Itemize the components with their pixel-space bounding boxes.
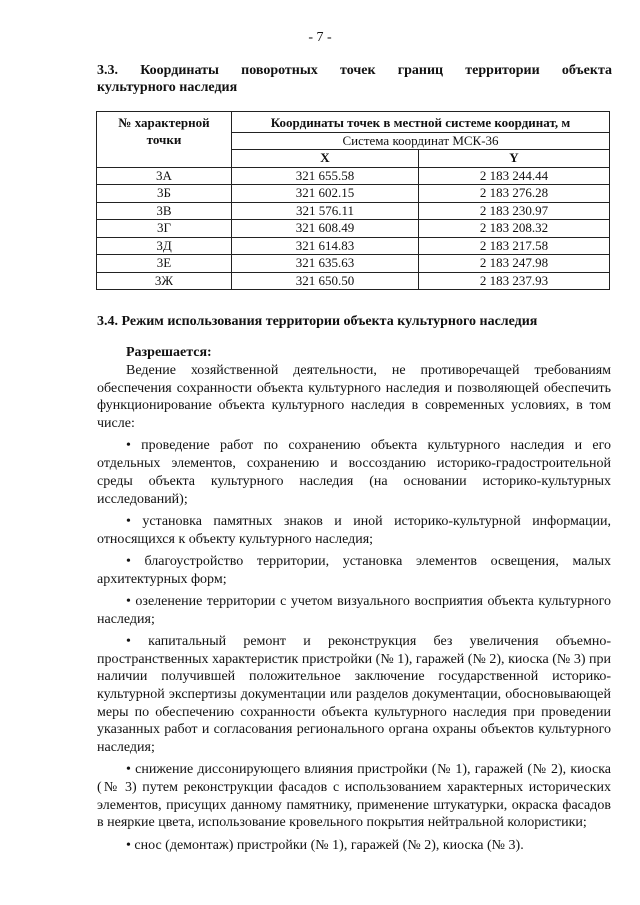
y-cell: 2 183 237.93 <box>419 272 610 290</box>
x-cell: 321 608.49 <box>232 220 419 238</box>
table-row <box>97 272 610 290</box>
coordinates-header: Координаты точек в местной системе координат, м <box>232 112 610 133</box>
y-cell: 2 183 230.97 <box>419 202 610 220</box>
x-column-header: X <box>232 150 419 168</box>
y-cell: 2 183 217.58 <box>419 237 610 255</box>
allowed-label: Разрешается: <box>126 345 212 360</box>
x-cell: 321 650.50 <box>232 272 419 290</box>
allowed-intro-paragraph: Ведение хозяйственной деятельности, не противоречащей требованиям обеспечения сохранности объекта культурного наследия и позволяющей обеспечить функционирование объекта культурного наследия в современных условиях, в том числе: <box>97 363 611 432</box>
table-row <box>97 185 610 203</box>
point-cell: 3Ж <box>97 272 232 290</box>
section-3-3-heading-continued: культурного наследия <box>97 80 238 95</box>
point-number-header <box>97 112 232 168</box>
list-item: • проведение работ по сохранению объекта культурного наследия и его отдельных элементов, сохранению и воссозданию историко-градостроительной среды объекта культурного наследия (на основании историко-культурных исследований); <box>97 438 611 507</box>
table-header-row <box>97 112 610 133</box>
table-row <box>97 220 610 238</box>
x-cell: 321 614.83 <box>232 237 419 255</box>
allowed-activities <box>97 362 611 854</box>
point-number-header-line2: точки <box>146 131 182 147</box>
y-column-header: Y <box>419 150 610 168</box>
section-3-4-heading: 3.4. Режим использования территории объекта культурного наследия <box>97 314 538 329</box>
list-item: • капитальный ремонт и реконструкция без увеличения объемно-пространственных характеристик пристройки (№ 1), гаражей (№ 2), киоска (№ 3) при наличии получившей положительное заключение государственной историко-культурной экспертизы документации или разделов документации, обосновывающей меры по обеспечению сохранности объекта культурного наследия при проведении указанных работ и согласования регионального органа охраны объектов культурного наследия; <box>97 633 611 756</box>
point-cell: 3Д <box>97 237 232 255</box>
list-item: • установка памятных знаков и иной историко-культурной информации, относящихся к объекту культурного наследия; <box>97 513 611 547</box>
table-row <box>97 202 610 220</box>
table-row <box>97 237 610 255</box>
point-cell: 3В <box>97 202 232 220</box>
table-row <box>97 255 610 273</box>
point-cell: 3А <box>97 167 232 185</box>
list-item: • снижение диссонирующего влияния пристройки (№ 1), гаражей (№ 2), киоска (№ 3) путем реконструкции фасадов с использованием характерных исторических элементов, присущих данному памятнику, применение штукатурки, окраска фасадов в неяркие цвета, использование кровельного покрытия нейтральной колористики; <box>97 762 611 831</box>
y-cell: 2 183 244.44 <box>419 167 610 185</box>
x-cell: 321 602.15 <box>232 185 419 203</box>
point-cell: 3Б <box>97 185 232 203</box>
point-number-header-line1: № характерной <box>118 115 210 130</box>
point-cell: 3Е <box>97 255 232 273</box>
y-cell: 2 183 208.32 <box>419 220 610 238</box>
list-item: • озеленение территории с учетом визуального восприятия объекта культурного наследия; <box>97 593 611 627</box>
x-cell: 321 635.63 <box>232 255 419 273</box>
list-item: • снос (демонтаж) пристройки (№ 1), гаражей (№ 2), киоска (№ 3). <box>126 837 524 853</box>
coordinate-system-label: Система координат МСК-36 <box>232 132 610 150</box>
coordinates-table <box>96 111 610 290</box>
y-cell: 2 183 276.28 <box>419 185 610 203</box>
section-3-3-heading: 3.3. Координаты поворотных точек границ территории объекта <box>97 63 612 78</box>
point-cell: 3Г <box>97 220 232 238</box>
list-item: • благоустройство территории, установка элементов освещения, малых архитектурных форм; <box>97 553 611 587</box>
y-cell: 2 183 247.98 <box>419 255 610 273</box>
coordinates-table-body <box>97 167 610 290</box>
page-number: - 7 - <box>308 30 332 45</box>
x-cell: 321 655.58 <box>232 167 419 185</box>
allowed-items-list <box>97 437 611 854</box>
x-cell: 321 576.11 <box>232 202 419 220</box>
table-row <box>97 167 610 185</box>
